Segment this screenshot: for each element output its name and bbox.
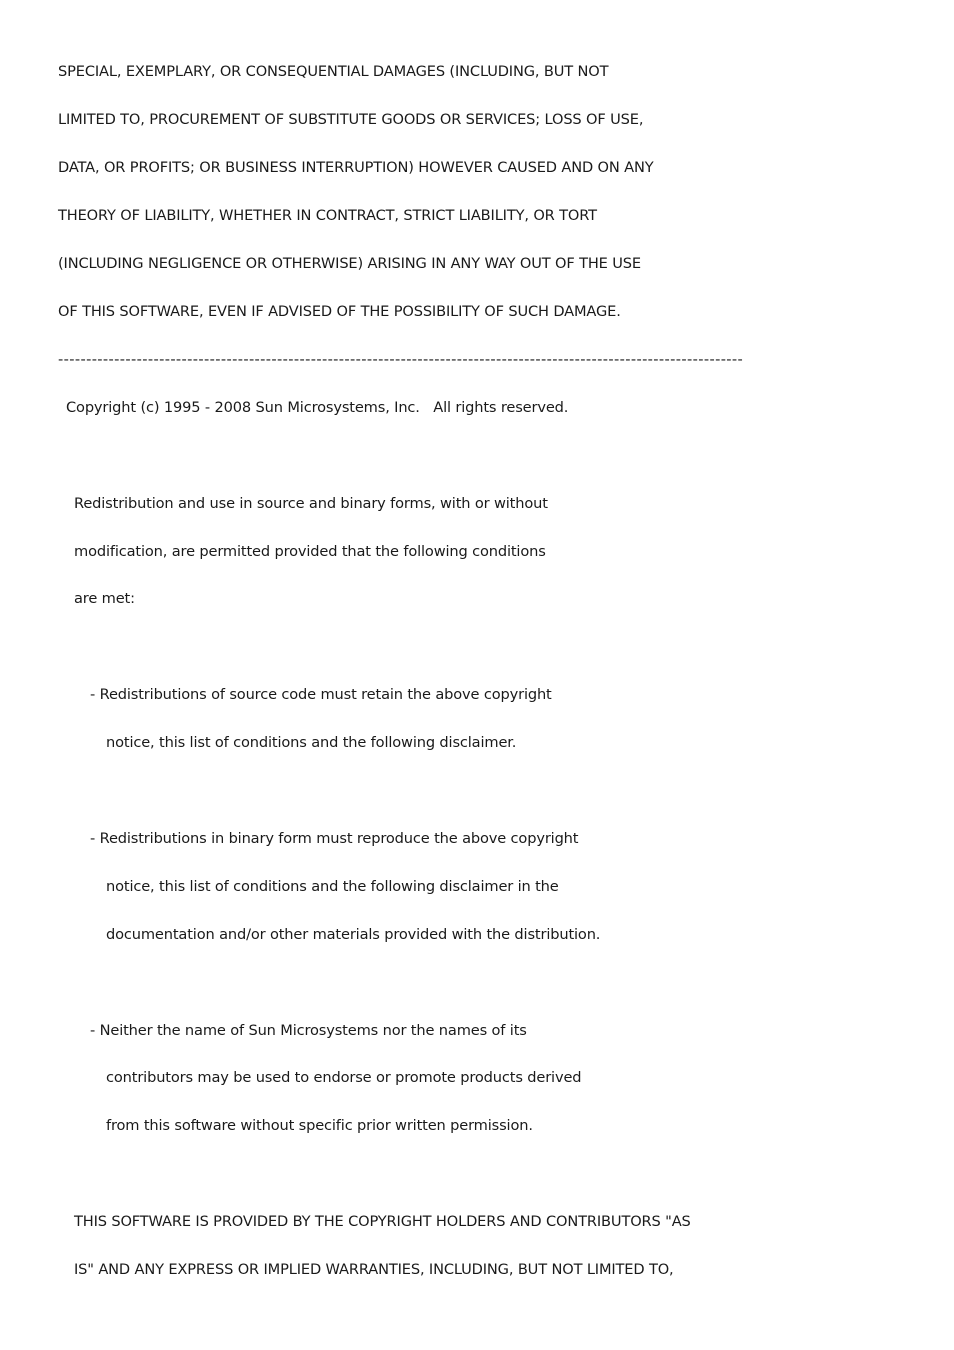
intro-line: modification, are permitted provided that the following conditions: [74, 543, 546, 560]
intro-line: Redistribution and use in source and binary forms, with or without: [74, 495, 548, 512]
condition-first-line: - Redistributions in binary form must reproduce the above copyright: [90, 830, 579, 847]
copyright-notice: Copyright (c) 1995 - 2008 Sun Microsystems, Inc. All rights reserved.: [66, 399, 569, 416]
license-line: LIMITED TO, PROCUREMENT OF SUBSTITUTE GOODS OR SERVICES; LOSS OF USE,: [58, 111, 644, 128]
condition-continuation: notice, this list of conditions and the following disclaimer in the: [106, 878, 559, 895]
license-line: DATA, OR PROFITS; OR BUSINESS INTERRUPTION) HOWEVER CAUSED AND ON ANY: [58, 159, 654, 176]
license-line: (INCLUDING NEGLIGENCE OR OTHERWISE) ARISING IN ANY WAY OUT OF THE USE: [58, 255, 641, 272]
separator-rule: --------------------------------------------------------------------------------------------------------------------------: [58, 351, 744, 368]
disclaimer-line: THIS SOFTWARE IS PROVIDED BY THE COPYRIGHT HOLDERS AND CONTRIBUTORS "AS: [74, 1213, 691, 1230]
license-line: THEORY OF LIABILITY, WHETHER IN CONTRACT, STRICT LIABILITY, OR TORT: [58, 207, 597, 224]
condition-continuation: notice, this list of conditions and the following disclaimer.: [106, 734, 517, 751]
license-line: SPECIAL, EXEMPLARY, OR CONSEQUENTIAL DAMAGES (INCLUDING, BUT NOT: [58, 63, 609, 80]
condition-continuation: contributors may be used to endorse or promote products derived: [106, 1069, 582, 1086]
condition-continuation: documentation and/or other materials provided with the distribution.: [106, 926, 601, 943]
license-line: OF THIS SOFTWARE, EVEN IF ADVISED OF THE POSSIBILITY OF SUCH DAMAGE.: [58, 303, 621, 320]
condition-first-line: - Redistributions of source code must retain the above copyright: [90, 686, 552, 703]
condition-first-line: - Neither the name of Sun Microsystems nor the names of its: [90, 1022, 527, 1039]
disclaimer-line: IS" AND ANY EXPRESS OR IMPLIED WARRANTIES, INCLUDING, BUT NOT LIMITED TO,: [74, 1261, 674, 1278]
intro-line: are met:: [74, 590, 135, 607]
condition-continuation: from this software without specific prior written permission.: [106, 1117, 533, 1134]
